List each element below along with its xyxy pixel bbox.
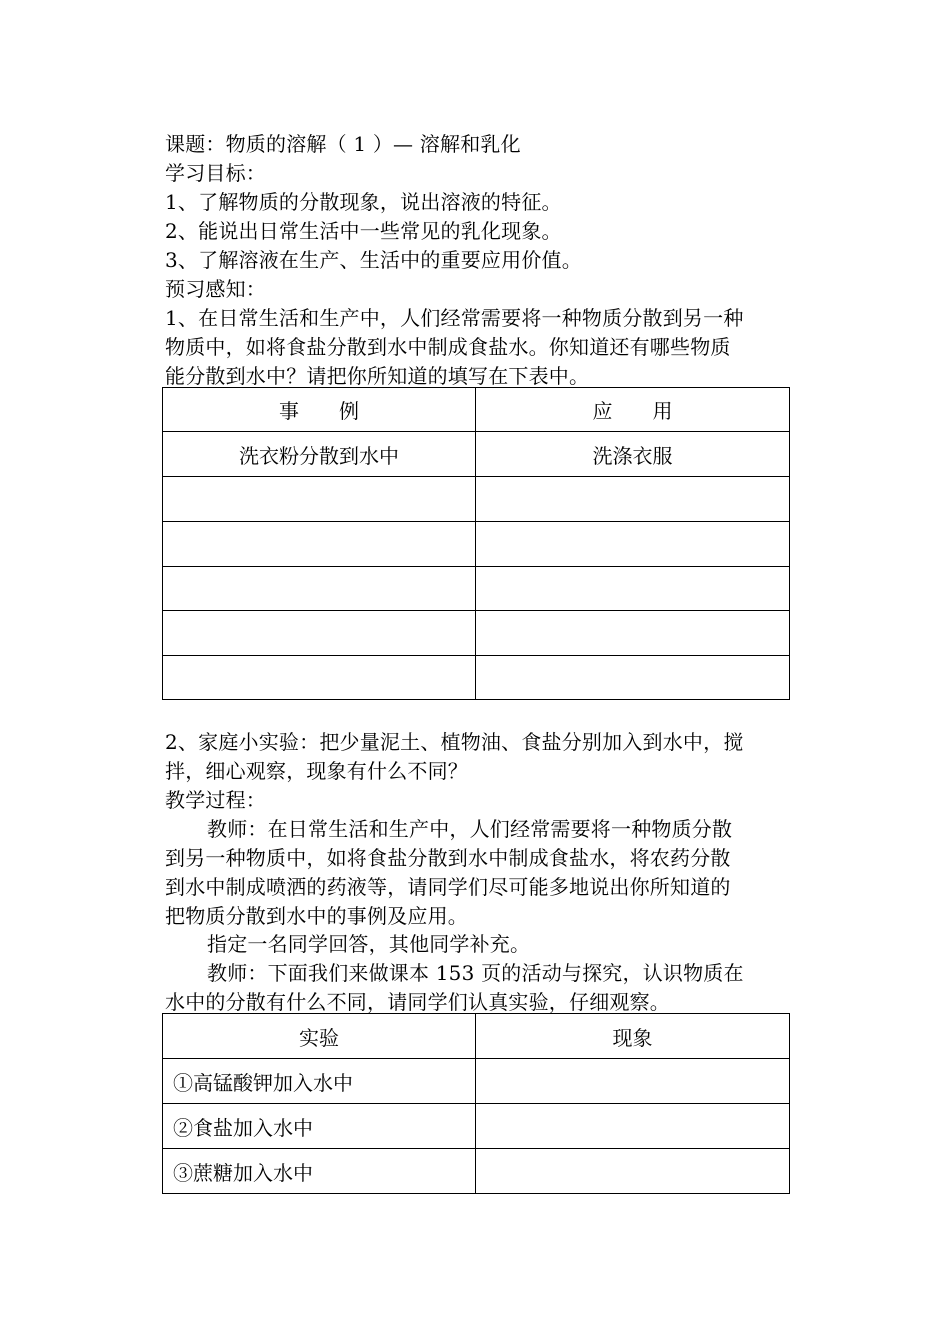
process-paragraph-line: 到水中制成喷洒的药液等，请同学们尽可能多地说出你所知道的	[165, 875, 731, 899]
preview-question-line: 物质中，如将食盐分散到水中制成食盐水。你知道还有哪些物质	[165, 335, 731, 359]
process-instruction: 指定一名同学回答，其他同学补充。	[207, 932, 531, 956]
header-experiment: 实验	[163, 1014, 476, 1059]
table-cell: 洗涤衣服	[476, 432, 790, 477]
table-cell	[163, 611, 476, 656]
header-phenomenon: 现象	[476, 1014, 790, 1059]
process-paragraph-line: 教师：下面我们来做课本 153 页的活动与探究，认识物质在	[207, 961, 744, 985]
process-paragraph-line: 水中的分散有什么不同，请同学们认真实验，仔细观察。	[165, 990, 670, 1014]
table-row	[163, 1149, 790, 1194]
process-paragraph-line: 到另一种物质中，如将食盐分散到水中制成食盐水，将农药分散	[165, 846, 731, 870]
table-cell	[476, 1104, 790, 1149]
table-cell	[476, 477, 790, 522]
table-cell	[476, 656, 790, 700]
objective-item: 3、了解溶液在生产、生活中的重要应用价值。	[165, 248, 582, 272]
table-row	[163, 611, 790, 656]
table-row	[163, 477, 790, 522]
preview-question-line: 1、在日常生活和生产中，人们经常需要将一种物质分散到另一种	[165, 306, 744, 330]
header-applications: 应 用	[476, 388, 790, 432]
experiment-table	[162, 1013, 790, 1194]
table-row	[163, 656, 790, 700]
table-cell	[163, 522, 476, 567]
header-examples: 事 例	[163, 388, 476, 432]
table-cell: ②食盐加入水中	[163, 1104, 476, 1149]
objective-item: 2、能说出日常生活中一些常见的乳化现象。	[165, 219, 562, 243]
table-header-row	[163, 388, 790, 432]
lesson-title: 课题：物质的溶解（ 1 ）— 溶解和乳化	[165, 132, 521, 156]
process-heading: 教学过程：	[165, 788, 266, 812]
table-cell	[163, 567, 476, 611]
table-cell: 洗衣粉分散到水中	[163, 432, 476, 477]
table-cell	[476, 1059, 790, 1104]
table-row	[163, 1104, 790, 1149]
examples-table	[162, 387, 790, 700]
table-cell	[476, 567, 790, 611]
table-cell	[476, 1149, 790, 1194]
table-cell	[163, 477, 476, 522]
process-paragraph-line: 把物质分散到水中的事例及应用。	[165, 904, 468, 928]
table-row	[163, 432, 790, 477]
table-row	[163, 567, 790, 611]
table-header-row	[163, 1014, 790, 1059]
preview-question-line: 能分散到水中？请把你所知道的填写在下表中。	[165, 364, 590, 388]
objectives-heading: 学习目标：	[165, 161, 266, 185]
table-cell: ①高锰酸钾加入水中	[163, 1059, 476, 1104]
experiment-question-line: 2、家庭小实验：把少量泥土、植物油、食盐分别加入到水中，搅	[165, 730, 744, 754]
table-cell	[163, 656, 476, 700]
table-cell	[476, 522, 790, 567]
experiment-question-line: 拌，细心观察，现象有什么不同？	[165, 759, 468, 783]
preview-heading: 预习感知：	[165, 277, 266, 301]
table-row	[163, 1059, 790, 1104]
table-row	[163, 522, 790, 567]
table-cell: ③蔗糖加入水中	[163, 1149, 476, 1194]
table-cell	[476, 611, 790, 656]
objective-item: 1、了解物质的分散现象，说出溶液的特征。	[165, 190, 562, 214]
process-paragraph-line: 教师：在日常生活和生产中，人们经常需要将一种物质分散	[207, 817, 733, 841]
